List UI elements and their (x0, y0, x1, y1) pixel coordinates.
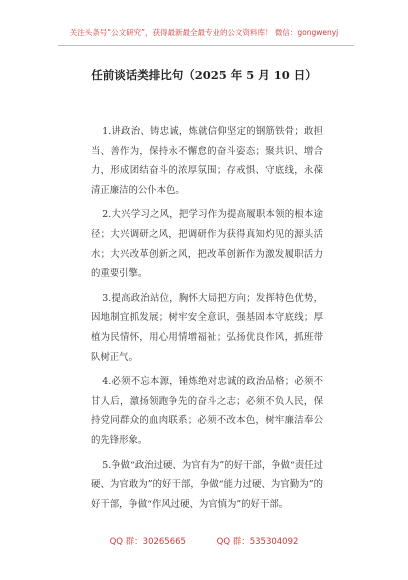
footer-qq-group-2: QQ 群：535304092 (216, 537, 299, 547)
paragraph-5: 5.争做“政治过硬、为官有为”的好干部，争做“责任过硬、为官敢为”的好干部，争做“能力过硬、为官勤为”的好干部，争做“作风过硬、为官慎为”的好干部。 (91, 459, 323, 510)
footer-qq-group-1: QQ 群：30265665 (109, 537, 186, 547)
footer-contacts (0, 535, 408, 547)
document-title: 任前谈话类排比句（2025 年 5 月 10 日） (91, 68, 317, 82)
document-body (91, 122, 323, 519)
paragraph-4: 4.必须不忘本源，锤炼绝对忠诚的政治品格；必须不甘人后，激扬领跑争先的奋斗之志；必须不负人民，保持党同群众的血肉联系；必须不改本色，树牢廉洁奉公的先锋形象。 (91, 376, 323, 446)
header-divider (58, 45, 354, 46)
paragraph-2: 2.大兴学习之风，把学习作为提高履职本领的根本途径；大兴调研之风，把调研作为获得真知灼见的源头活水；大兴改革创新之风，把改革创新作为激发履职活力的重要引擎。 (91, 209, 323, 280)
paragraph-3: 3.提高政治站位，胸怀大局把方向；发挥特色优势，因地制宜抓发展；树牢安全意识，强基固本守底线；厚植为民情怀，用心用情增福祉；弘扬优良作风，抓班带队树正气。 (91, 292, 323, 363)
header-note: 关注头条号“公文研究”，获得最新最全最专业的公文资料库！ 微信：gongwenyj (69, 28, 339, 37)
paragraph-1: 1.讲政治、铸忠诚，炼就信仰坚定的钢筋铁骨；敢担当、善作为，保持永不懈怠的奋斗姿态；聚共识、增合力，形成团结奋斗的浓厚氛围；存戒惧、守底线，永葆清正廉洁的公仆本色。 (91, 126, 323, 196)
